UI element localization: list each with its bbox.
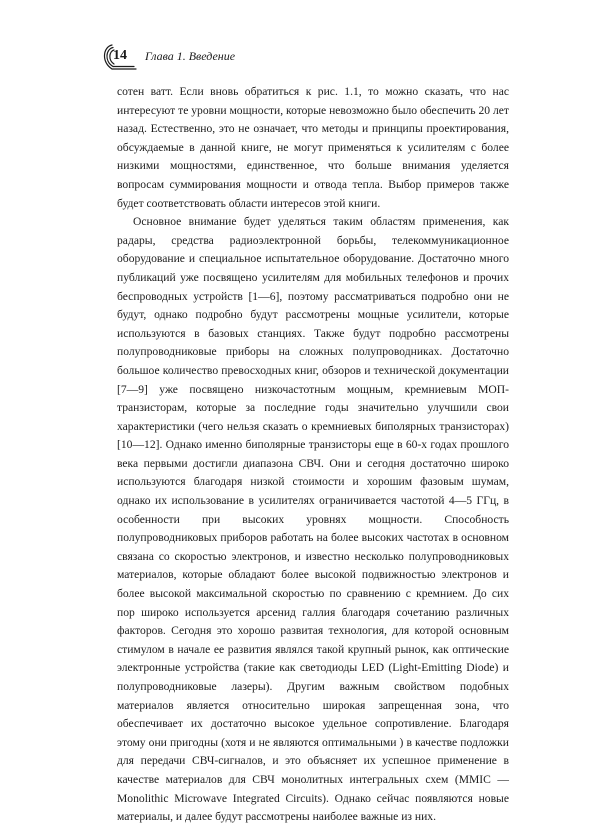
paragraph: Основное внимание будет уделяться таким областям применения, как радары, средства радиоэлектронной борьбы, телекоммуникационное оборудование и специальное испытательное оборудование. Достаточно много публикаций уже посвящено усилителям для мобильных телефонов и прочих беспроводных устройств [1—6], поэтому рассматриваться подробно они не будут, однако подробно будут рассмотрены мощные усилители, которые используются в базовых станциях. Также будут подробно рассмотрены полупроводниковые приборы на сложных полупроводниках. Достаточно большое количество превосходных книг, обзоров и технической документации [7—9] уже посвящено низкочастотным мощным, кремниевым МОП-транзисторам, которые за последние годы значительно улучшили свои характеристики (чего нельзя сказать о кремниевых биполярных транзисторах) [10—12]. Однако именно биполярные транзисторы еще в 60-х годах прошлого века первыми достигли диапазона СВЧ. Они и сегодня достаточно широко используются благодаря низкой стоимости и хорошим фазовым шумам, однако их использование в усилителях ограничивается частотой 4—5 ГГц, в особенности при высоких уровнях мощности. Способность полупроводниковых приборов работать на более высоких частотах в основном связана со скоростью электронов, и известно несколько полупроводниковых материалов, которые обладают более высокой подвижностью электронов и более высокой максимальной скоростью по сравнению с кремнием. До сих пор широко используется арсенид галлия благодаря сочетанию различных факторов. Сегодня это хорошо развитая технология, для которой основным стимулом в начале ее развития являлся такой крупный рынок, как оптические электронные устройства (такие как светодиоды LED (Light-Emitting Diode) и полупроводниковые лазеры). Другим важным свойством подобных материалов является относительно широкая запрещенная зона, что обеспечивает их достаточно высокое удельное сопротивление. Благодаря этому они пригодны (хотя и не являются оптимальными ) в качестве подложки для передачи СВЧ-сигналов, и это объясняет их успешное применение в качестве материалов для СВЧ монолитных интегральных схем (MMIC — Monolithic Microwave Integrated Circuits). Однако сейчас появляются новые материалы, и далее будут рассмотрены наиболее важные из них.	[117, 215, 509, 824]
page-number: 14	[113, 48, 127, 63]
body-text	[117, 83, 509, 827]
paragraph: сотен ватт. Если вновь обратиться к рис. 1.1, то можно сказать, что нас интересуют те уровни мощности, которые невозможно было обеспечить 20 лет назад. Естественно, это не означает, что методы и принципы проектирования, обсуждаемые в данной книге, не могут применяться к усилителям с более низкими мощностями, единственное, что больше внимания уделяется вопросам суммирования мощности и отвода тепла. Выбор примеров также будет соответствовать области интересов этой книги.	[117, 85, 509, 210]
page-header	[100, 42, 520, 72]
chapter-title: Глава 1. Введение	[145, 49, 236, 63]
